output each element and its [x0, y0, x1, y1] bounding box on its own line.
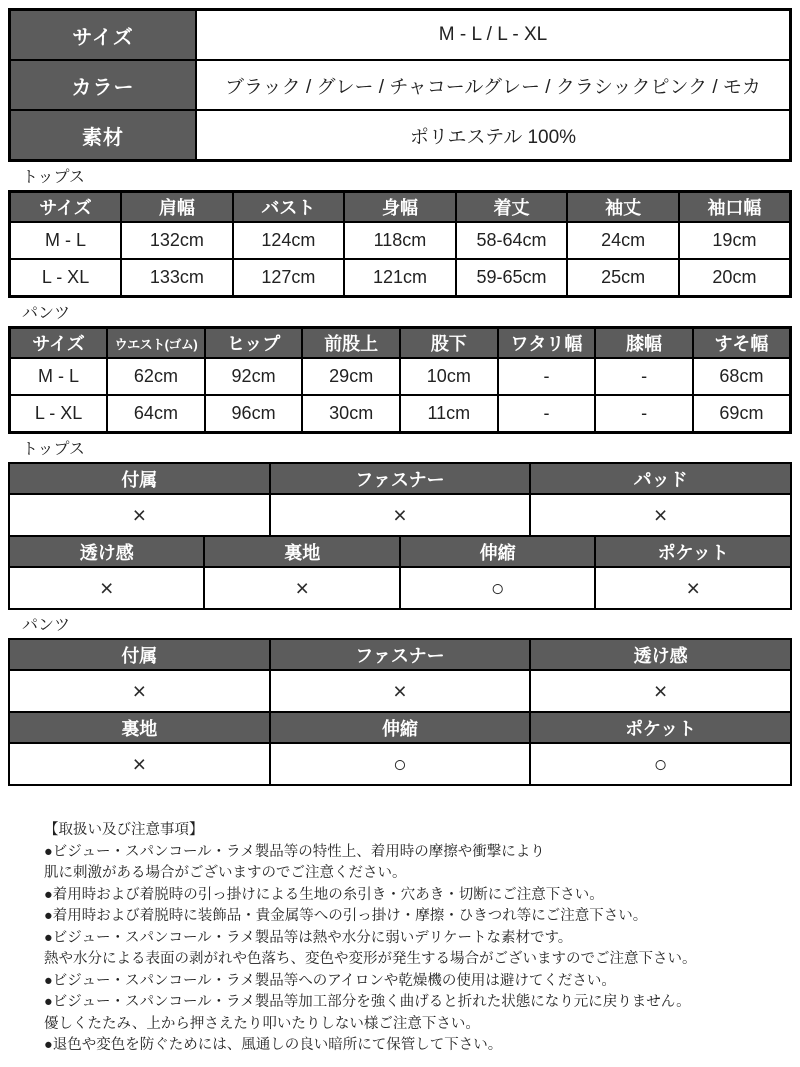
column-header: 伸縮: [270, 712, 531, 743]
table-header-row: [10, 192, 791, 223]
info-value-color: ブラック / グレー / チャコールグレー / クラシックピンク / モカ: [196, 60, 791, 110]
column-header: バスト: [233, 192, 345, 223]
table-header-row: [9, 639, 791, 670]
table-cell: -: [498, 395, 596, 433]
table-cell: 121cm: [344, 259, 456, 297]
table-cell: L - XL: [10, 259, 122, 297]
column-header: 股下: [400, 328, 498, 359]
table-cell: 133cm: [121, 259, 233, 297]
tops-size-table: [8, 190, 792, 298]
table-row: [9, 670, 791, 712]
column-header: ワタリ幅: [498, 328, 596, 359]
info-label-material: 素材: [10, 110, 197, 161]
column-header: ファスナー: [270, 463, 531, 494]
note-line: ●着用時および着脱時に装飾品・貴金属等への引っ掛け・摩擦・ひきつれ等にご注意下さい。: [44, 908, 648, 924]
table-cell: 10cm: [400, 358, 498, 395]
info-value-material: ポリエステル 100%: [196, 110, 791, 161]
column-header: 裏地: [9, 712, 270, 743]
note-line: ●ビジュー・スパンコール・ラメ製品等へのアイロンや乾燥機の使用は避けてください。: [44, 972, 616, 989]
feature-value: ×: [204, 567, 399, 609]
table-row: [9, 494, 791, 536]
note-line: ●着用時および着脱時の引っ掛けによる生地の糸引き・穴あき・切断にご注意下さい。: [44, 886, 604, 903]
product-info-table: [8, 8, 792, 162]
section-label-tops-features: トップス: [22, 441, 85, 458]
table-header-row: [9, 463, 791, 494]
table-cell: 68cm: [693, 358, 791, 395]
tops-feature-table: [8, 462, 792, 610]
table-cell: 59-65cm: [456, 259, 568, 297]
note-line: ●ビジュー・スパンコール・ラメ製品等加工部分を強く曲げると折れた状態になり元に戻りません。: [44, 994, 691, 1010]
table-cell: 30cm: [302, 395, 400, 433]
column-header: 袖丈: [567, 192, 679, 223]
column-header: ウエスト(ゴム): [107, 328, 205, 359]
table-row: [10, 259, 791, 297]
feature-value: ×: [9, 743, 270, 785]
table-cell: -: [595, 395, 693, 433]
table-cell: 19cm: [679, 222, 791, 259]
info-value-size: M - L / L - XL: [196, 10, 791, 61]
column-header: 着丈: [456, 192, 568, 223]
note-line: ●退色や変色を防ぐためには、風通しの良い暗所にて保管して下さい。: [44, 1037, 503, 1053]
table-cell: M - L: [10, 358, 108, 395]
feature-value: ×: [270, 494, 531, 536]
table-cell: 127cm: [233, 259, 345, 297]
column-header: ポケット: [595, 536, 791, 567]
table-row: [9, 743, 791, 785]
care-notes: [44, 820, 792, 1057]
column-header: すそ幅: [693, 328, 791, 359]
table-cell: 20cm: [679, 259, 791, 297]
column-header: パッド: [530, 463, 791, 494]
table-cell: 96cm: [205, 395, 303, 433]
table-row: [9, 567, 791, 609]
table-cell: 58-64cm: [456, 222, 568, 259]
table-row: [10, 60, 791, 110]
table-cell: 25cm: [567, 259, 679, 297]
table-cell: 62cm: [107, 358, 205, 395]
table-cell: M - L: [10, 222, 122, 259]
column-header: 身幅: [344, 192, 456, 223]
table-header-row: [9, 712, 791, 743]
feature-value: ○: [530, 743, 791, 785]
table-row: [10, 222, 791, 259]
column-header: ポケット: [530, 712, 791, 743]
table-cell: L - XL: [10, 395, 108, 433]
table-cell: 118cm: [344, 222, 456, 259]
info-label-size: サイズ: [10, 10, 197, 61]
column-header: 肩幅: [121, 192, 233, 223]
feature-value: ×: [9, 494, 270, 536]
pants-feature-table: [8, 638, 792, 786]
feature-value: ○: [400, 567, 595, 609]
section-label-pants: パンツ: [22, 305, 71, 322]
column-header: 膝幅: [595, 328, 693, 359]
feature-value: ×: [530, 670, 791, 712]
column-header: サイズ: [10, 192, 122, 223]
pants-size-table: [8, 326, 792, 434]
section-label-tops: トップス: [22, 169, 85, 186]
note-line: 熱や水分による表面の剥がれや色落ち、変色や変形が発生する場合がございますのでご注意下さい。: [44, 951, 697, 967]
table-cell: 69cm: [693, 395, 791, 433]
table-row: [10, 110, 791, 161]
feature-value: ○: [270, 743, 531, 785]
table-cell: 132cm: [121, 222, 233, 259]
table-row: [10, 358, 791, 395]
feature-value: ×: [530, 494, 791, 536]
table-cell: 92cm: [205, 358, 303, 395]
table-header-row: [9, 536, 791, 567]
feature-value: ×: [270, 670, 531, 712]
column-header: 袖口幅: [679, 192, 791, 223]
table-cell: 124cm: [233, 222, 345, 259]
info-label-color: カラー: [10, 60, 197, 110]
table-cell: 29cm: [302, 358, 400, 395]
column-header: ファスナー: [270, 639, 531, 670]
note-line: 肌に刺激がある場合がございますのでご注意ください。: [44, 865, 407, 881]
note-line: 優しくたたみ、上から押さえたり叩いたりしない様ご注意下さい。: [44, 1015, 480, 1032]
column-header: 前股上: [302, 328, 400, 359]
column-header: ヒップ: [205, 328, 303, 359]
note-line: ●ビジュー・スパンコール・ラメ製品等は熱や水分に弱いデリケートな素材です。: [44, 929, 573, 946]
feature-value: ×: [9, 670, 270, 712]
table-cell: -: [498, 358, 596, 395]
feature-value: ×: [595, 567, 791, 609]
table-cell: 64cm: [107, 395, 205, 433]
table-header-row: [10, 328, 791, 359]
section-label-pants-features: パンツ: [22, 617, 71, 634]
column-header: 裏地: [204, 536, 399, 567]
feature-value: ×: [9, 567, 204, 609]
table-row: [10, 395, 791, 433]
column-header: 透け感: [530, 639, 791, 670]
care-notes-title: 【取扱い及び注意事項】: [44, 822, 204, 838]
table-cell: 11cm: [400, 395, 498, 433]
table-cell: 24cm: [567, 222, 679, 259]
column-header: 伸縮: [400, 536, 595, 567]
note-line: ●ビジュー・スパンコール・ラメ製品等の特性上、着用時の摩擦や衝撃により: [44, 843, 545, 860]
column-header: 透け感: [9, 536, 204, 567]
table-cell: -: [595, 358, 693, 395]
column-header: 付属: [9, 463, 270, 494]
table-row: [10, 10, 791, 61]
column-header: 付属: [9, 639, 270, 670]
column-header: サイズ: [10, 328, 108, 359]
